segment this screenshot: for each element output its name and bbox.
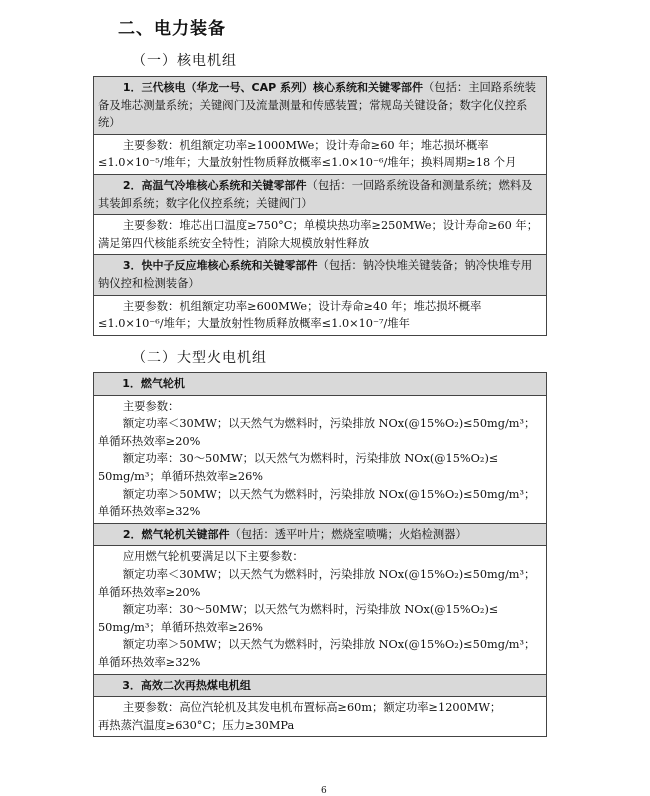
table-row [94,214,546,254]
params-line: 单循环热效率≥20% [98,434,201,448]
params-lead: 主要参数： [122,399,180,413]
thermal-table [93,372,547,737]
section-title: 二、电力装备 [118,19,226,39]
item-params: 主要参数：堆芯出口温度≥750°C；单模块热功率≥250MWe；设计寿命≥60 年；满足第四代核能系统安全特性；消除大规模放射性释放 [98,219,539,250]
table-row [94,254,546,294]
params-line: 50mg/m³；单循环热效率≥26% [98,469,264,483]
params-line: 单循环热效率≥32% [98,655,201,669]
params-line: 额定功率＜30MW；以天然气为燃料时，污染排放 NOx(@15%O₂)≤50mg/m³； [122,417,536,431]
item-title: 1．燃气轮机 [122,377,185,390]
item-include: （包括：钠冷快堆关键装备；钠冷快堆专用钠仪控和检测装备） [98,259,533,290]
item-title: 3．快中子反应堆核心系统和关键零部件 [122,259,318,273]
nuclear-table [93,76,547,336]
table-row [94,674,546,697]
table-row [94,134,546,174]
item-params: 主要参数：机组额定功率≥600MWe；设计寿命≥40 年；堆芯损坏概率≤1.0×10⁻⁶/堆年；大量放射性物质释放概率≤1.0×10⁻⁷/堆年 [98,299,482,331]
item-title: 3．高效二次再热煤电机组 [122,678,251,692]
params-line: 50mg/m³；单循环热效率≥26% [98,620,264,634]
item-include: （包括：一回路系统设备和测量系统；燃料及其装卸系统；数字化仪控系统；关键阀门） [98,178,533,210]
table-row [94,77,546,134]
params-line: 单循环热效率≥32% [98,505,201,519]
item-title: 2．高温气冷堆核心系统和关键零部件 [122,178,307,192]
params-line: 单循环热效率≥20% [98,585,201,599]
table-row [94,696,546,736]
item-params: 主要参数：机组额定功率≥1000MWe；设计寿命≥60 年；堆芯损坏概率≤1.0×10⁻⁵/堆年；大量放射性物质释放概率≤1.0×10⁻⁶/堆年；换料周期≥18 个月 [98,138,517,170]
params-line: 再热蒸汽温度≥630°C；压力≥30MPa [98,718,295,732]
item-title: 1．三代核电（华龙一号、CAP 系列）核心系统和关键零部件 [122,81,423,94]
table-row [94,523,546,546]
subsection-title-nuclear: （一）核电机组 [132,53,237,69]
item-include: （包括：主回路系统装备及堆芯测量系统；关键阀门及流量测量和传感装置；常规岛关键设备；数字化仪控系统） [98,81,536,130]
params-line: 额定功率：30～50MW；以天然气为燃料时，污染排放 NOx(@15%O₂)≤ [122,603,499,617]
params-line: 额定功率＞50MW；以天然气为燃料时，污染排放 NOx(@15%O₂)≤50mg/m³； [122,638,536,652]
params-lead: 应用燃气轮机要满足以下主要参数： [122,550,304,564]
page-number: 6 [321,786,327,796]
params-line: 额定功率＞50MW；以天然气为燃料时，污染排放 NOx(@15%O₂)≤50mg/m³； [122,487,536,501]
item-title: 2．燃气轮机关键部件 [122,527,230,541]
table-row [94,545,546,673]
table-row [94,395,546,523]
table-row [94,295,546,335]
item-include: （包括：透平叶片；燃烧室喷嘴；火焰检测器） [229,527,467,541]
table-row [94,174,546,214]
params-line: 主要参数：高位汽轮机及其发电机布置标高≥60m；额定功率≥1200MW； [122,701,502,715]
params-line: 额定功率＜30MW；以天然气为燃料时，污染排放 NOx(@15%O₂)≤50mg/m³； [122,567,536,581]
table-row [94,373,546,395]
subsection-title-thermal: （二）大型火电机组 [132,350,267,366]
params-line: 额定功率：30～50MW；以天然气为燃料时，污染排放 NOx(@15%O₂)≤ [122,452,499,466]
